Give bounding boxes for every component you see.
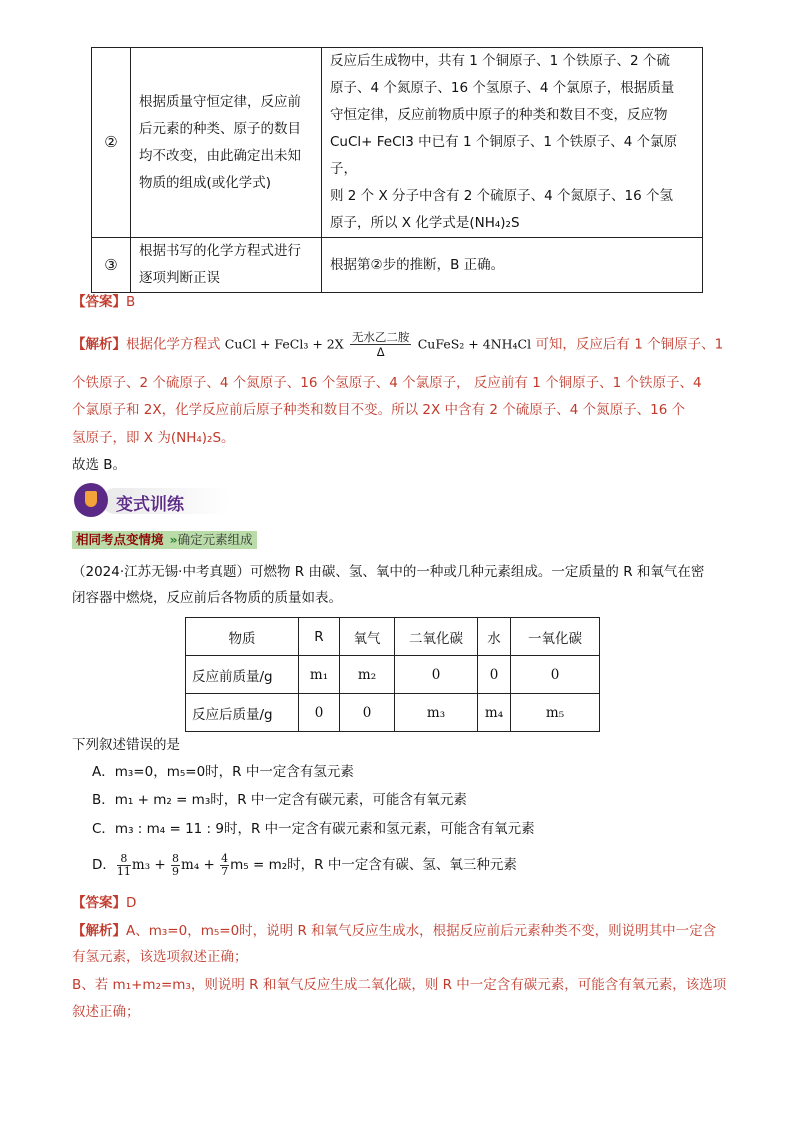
table-header-row — [186, 618, 600, 656]
analysis-line: 有氢元素，该选项叙述正确； — [72, 949, 248, 965]
analysis-label: 【解析】 — [72, 923, 126, 939]
table-row — [92, 48, 703, 238]
question-text: （2024·江苏无锡·中考真题）可燃物 R 由碳、氢、氧中的一种或几种元素组成。一定质量的 R 和氧气在密 — [72, 564, 705, 580]
detail-line: 反应后生成物中，共有 1 个铜原子、1 个铁原子、2 个硫 — [330, 53, 670, 69]
fraction-numerator: 4 — [221, 851, 229, 865]
table-cell: 0 — [340, 694, 395, 732]
table-row — [186, 694, 600, 732]
conclusion-line: 故选 B。 — [72, 457, 127, 473]
step-number: ② — [92, 48, 131, 238]
header-cell: 物质 — [186, 618, 299, 656]
method-line: 物质的组成(或化学式) — [139, 174, 272, 191]
condition-catalyst: 无水乙二胺 — [351, 330, 410, 344]
tag-label: 相同考点变情境 — [72, 531, 168, 549]
double-arrow-icon: » — [169, 532, 178, 547]
header-cell: 氧气 — [340, 618, 395, 656]
fraction-denominator: 9 — [172, 864, 180, 878]
tag-topic-box — [168, 531, 257, 549]
tag-topic: 确定元素组成 — [177, 532, 253, 547]
header-cell: R — [299, 618, 340, 656]
fraction-numerator: 8 — [172, 851, 180, 865]
option-d-term: m₅ = m₂时，R 中一定含有碳、氢、氧三种元素 — [230, 857, 517, 873]
banner-title: 变式训练 — [116, 495, 184, 515]
table-cell: 0 — [395, 656, 478, 694]
analysis-line: 叙述正确； — [72, 1004, 140, 1020]
table-cell: 0 — [511, 656, 600, 694]
method-line: 逐项判断正误 — [139, 270, 220, 286]
analysis-label: 【解析】 — [72, 336, 126, 353]
analysis-line — [72, 330, 724, 358]
analysis-line — [72, 921, 724, 941]
step-number: ③ — [92, 238, 131, 293]
detail-line: 原子，所以 X 化学式是(NH₄)₂S — [330, 215, 520, 231]
table-row — [186, 656, 600, 694]
table-cell: 反应前质量/g — [186, 656, 299, 694]
reasoning-table — [91, 47, 703, 293]
table-cell: m₃ — [395, 694, 478, 732]
option-a: A．m₃=0，m₅=0时，R 中一定含有氢元素 — [92, 764, 354, 780]
banner-title-pill — [102, 488, 230, 514]
option-d — [92, 848, 517, 882]
detail-line: 原子、4 个氮原子、16 个氢原子、4 个氯原子，根据质量 — [330, 80, 675, 96]
table-cell: m₄ — [478, 694, 511, 732]
answer-label: 【答案】 — [72, 895, 126, 911]
detail-line: 守恒定律，反应前物质中原子的种类和数目不变，反应物 — [330, 107, 668, 123]
method-line: 后元素的种类、原子的数目 — [139, 120, 301, 137]
method-line: 根据质量守恒定律，反应前 — [139, 93, 301, 110]
detail-line: CuCl+ FeCl3 中已有 1 个铜原子、1 个铁原子、4 个氯原子， — [330, 134, 678, 177]
equation-right: CuFeS₂ + 4NH₄Cl — [417, 336, 532, 352]
method-line: 根据书写的化学方程式进行 — [139, 243, 301, 259]
detail-line: 则 2 个 X 分子中含有 2 个硫原子、4 个氮原子、16 个氢 — [330, 188, 674, 204]
analysis-text: A、m₃=0，m₅=0时，说明 R 和氧气反应生成水，根据反应前后元素种类不变，则说明其中一定含 — [126, 923, 717, 939]
fraction-denominator: 11 — [116, 864, 131, 878]
mass-table — [185, 617, 600, 732]
equation-left: CuCl + FeCl₃ + 2X — [224, 336, 344, 352]
table-cell: m₂ — [340, 656, 395, 694]
analysis-line: 氢原子，即 X 为(NH₄)₂S。 — [72, 430, 235, 446]
option-c: C．m₃ : m₄ = 11 : 9时，R 中一定含有碳元素和氢元素，可能含有氧元素 — [92, 821, 535, 837]
question-prompt: 下列叙述错误的是 — [72, 737, 180, 753]
topic-tag — [72, 531, 257, 549]
analysis-line: 个铁原子、2 个硫原子、4 个氮原子、16 个氢原子、4 个氯原子， 反应前有 1 个铜原子、1 个铁原子、4 — [72, 375, 702, 391]
table-cell: m₅ — [511, 694, 600, 732]
analysis-intro: 根据化学方程式 — [126, 336, 221, 353]
table-cell: m₁ — [299, 656, 340, 694]
header-cell: 水 — [478, 618, 511, 656]
header-cell: 一氧化碳 — [511, 618, 600, 656]
analysis-text: 可知，反应后有 1 个铜原子、1 — [535, 336, 724, 353]
step-detail — [322, 238, 703, 293]
fraction-numerator: 8 — [117, 853, 131, 866]
analysis-line: B、若 m₁+m₂=m₃，则说明 R 和氧气反应生成二氧化碳，则 R 中一定含有碳元素，可能含有氧元素，该选项 — [72, 977, 727, 993]
fraction — [117, 853, 131, 878]
table-cell: 0 — [299, 694, 340, 732]
option-d-term: m₄ + — [181, 857, 220, 873]
section-banner — [74, 483, 234, 519]
step-detail — [322, 48, 703, 238]
table-cell: 反应后质量/g — [186, 694, 299, 732]
fraction — [220, 853, 229, 878]
fraction-denominator: 7 — [221, 864, 229, 878]
method-line: 均不改变，由此确定出未知 — [139, 147, 301, 164]
answer-label: 【答案】 — [72, 294, 126, 310]
answer-line — [72, 292, 724, 312]
reaction-condition — [350, 330, 412, 359]
condition-heat: Δ — [376, 345, 385, 359]
option-d-prefix: D． — [92, 857, 116, 873]
answer-line — [72, 893, 724, 913]
option-b: B．m₁ + m₂ = m₃时，R 中一定含有碳元素，可能含有氧元素 — [92, 792, 467, 808]
analysis-line: 个氯原子和 2X，化学反应前后原子种类和数目不变。所以 2X 中含有 2 个硫原子、4 个氮原子、16 个 — [72, 402, 686, 418]
answer-value: D — [126, 895, 137, 911]
step-method — [131, 238, 322, 293]
step-method — [131, 48, 322, 238]
question-text: 闭容器中燃烧，反应前后各物质的质量如表。 — [72, 590, 342, 606]
fraction — [171, 853, 180, 878]
answer-value: B — [126, 294, 136, 310]
header-cell: 二氧化碳 — [395, 618, 478, 656]
option-d-term: m₃ + — [131, 857, 171, 873]
detail-line: 根据第②步的推断，B 正确。 — [330, 256, 505, 273]
table-cell: 0 — [478, 656, 511, 694]
table-row — [92, 238, 703, 293]
flask-icon — [74, 483, 108, 517]
